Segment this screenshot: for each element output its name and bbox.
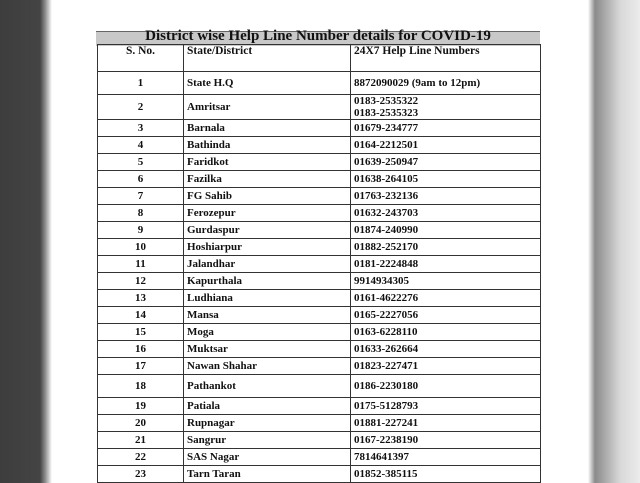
row-phone: 9914934305 bbox=[351, 273, 541, 290]
row-district: Hoshiarpur bbox=[184, 239, 351, 256]
row-phone: 0183-2535322 bbox=[354, 95, 419, 107]
row-phone-cell bbox=[351, 95, 541, 120]
row-sno: 21 bbox=[98, 432, 184, 449]
row-phone: 01874-240990 bbox=[351, 222, 541, 239]
table-body bbox=[98, 72, 541, 483]
row-district: Faridkot bbox=[184, 154, 351, 171]
row-phone: 01882-252170 bbox=[351, 239, 541, 256]
row-sno: 15 bbox=[98, 324, 184, 341]
table-row bbox=[98, 432, 541, 449]
document-title: District wise Help Line Number details for COVID-19 bbox=[145, 28, 491, 44]
table-row bbox=[98, 398, 541, 415]
row-sno: 8 bbox=[98, 205, 184, 222]
row-sno: 3 bbox=[98, 120, 184, 137]
row-phone: 01639-250947 bbox=[351, 154, 541, 171]
row-phone: 0164-2212501 bbox=[351, 137, 541, 154]
row-district: Amritsar bbox=[184, 95, 351, 120]
row-phone: 01823-227471 bbox=[351, 358, 541, 375]
row-phone: 01881-227241 bbox=[351, 415, 541, 432]
row-sno: 10 bbox=[98, 239, 184, 256]
row-phone-secondary: 0183-2535323 bbox=[354, 107, 419, 119]
row-sno: 22 bbox=[98, 449, 184, 466]
table-row bbox=[98, 239, 541, 256]
row-phone: 0165-2227056 bbox=[351, 307, 541, 324]
table-row bbox=[98, 256, 541, 273]
row-sno: 4 bbox=[98, 137, 184, 154]
table-row bbox=[98, 307, 541, 324]
header-sno: S. No. bbox=[98, 45, 184, 72]
row-sno: 18 bbox=[98, 375, 184, 398]
row-phone: 01632-243703 bbox=[351, 205, 541, 222]
table-row bbox=[98, 120, 541, 137]
row-district: Moga bbox=[184, 324, 351, 341]
row-sno: 19 bbox=[98, 398, 184, 415]
row-phone: 01763-232136 bbox=[351, 188, 541, 205]
table-row bbox=[98, 171, 541, 188]
row-sno: 5 bbox=[98, 154, 184, 171]
row-phone: 8872090029 (9am to 12pm) bbox=[351, 72, 541, 95]
row-sno: 14 bbox=[98, 307, 184, 324]
row-phone: 0167-2238190 bbox=[351, 432, 541, 449]
header-helpline: 24X7 Help Line Numbers bbox=[351, 45, 541, 72]
table-row bbox=[98, 375, 541, 398]
row-district: Pathankot bbox=[184, 375, 351, 398]
row-sno: 12 bbox=[98, 273, 184, 290]
row-district: FG Sahib bbox=[184, 188, 351, 205]
row-district: Sangrur bbox=[184, 432, 351, 449]
row-phone: 01638-264105 bbox=[351, 171, 541, 188]
row-district: State H.Q bbox=[184, 72, 351, 95]
row-sno: 23 bbox=[98, 466, 184, 483]
table-row bbox=[98, 72, 541, 95]
table-row bbox=[98, 137, 541, 154]
row-sno: 16 bbox=[98, 341, 184, 358]
table-row bbox=[98, 324, 541, 341]
header-district: State/District bbox=[184, 45, 351, 72]
header-row bbox=[98, 45, 541, 72]
table-row bbox=[98, 205, 541, 222]
row-sno: 6 bbox=[98, 171, 184, 188]
row-sno: 20 bbox=[98, 415, 184, 432]
row-phone: 0161-4622276 bbox=[351, 290, 541, 307]
row-district: Ludhiana bbox=[184, 290, 351, 307]
table-row bbox=[98, 95, 541, 120]
row-phone: 0181-2224848 bbox=[351, 256, 541, 273]
row-phone: 0163-6228110 bbox=[351, 324, 541, 341]
row-sno: 1 bbox=[98, 72, 184, 95]
helpline-table bbox=[97, 44, 541, 483]
table-row bbox=[98, 449, 541, 466]
row-sno: 17 bbox=[98, 358, 184, 375]
table-row bbox=[98, 341, 541, 358]
table-row bbox=[98, 415, 541, 432]
row-phone: 01633-262664 bbox=[351, 341, 541, 358]
table-row bbox=[98, 290, 541, 307]
row-district: Mansa bbox=[184, 307, 351, 324]
row-district: Gurdaspur bbox=[184, 222, 351, 239]
table-row bbox=[98, 154, 541, 171]
row-phone: 01679-234777 bbox=[351, 120, 541, 137]
row-district: Bathinda bbox=[184, 137, 351, 154]
row-phone: 0175-5128793 bbox=[351, 398, 541, 415]
row-district: Kapurthala bbox=[184, 273, 351, 290]
row-district: Patiala bbox=[184, 398, 351, 415]
row-sno: 13 bbox=[98, 290, 184, 307]
row-district: Muktsar bbox=[184, 341, 351, 358]
table-row bbox=[98, 188, 541, 205]
table-row bbox=[98, 358, 541, 375]
row-phone: 01852-385115 bbox=[351, 466, 541, 483]
row-district: Tarn Taran bbox=[184, 466, 351, 483]
row-district: Fazilka bbox=[184, 171, 351, 188]
row-phone: 7814641397 bbox=[351, 449, 541, 466]
row-sno: 2 bbox=[98, 95, 184, 120]
table-row bbox=[98, 222, 541, 239]
row-sno: 11 bbox=[98, 256, 184, 273]
row-district: Jalandhar bbox=[184, 256, 351, 273]
table-row bbox=[98, 273, 541, 290]
row-district: Rupnagar bbox=[184, 415, 351, 432]
row-sno: 7 bbox=[98, 188, 184, 205]
row-sno: 9 bbox=[98, 222, 184, 239]
row-district: SAS Nagar bbox=[184, 449, 351, 466]
row-district: Barnala bbox=[184, 120, 351, 137]
row-district: Nawan Shahar bbox=[184, 358, 351, 375]
row-phone: 0186-2230180 bbox=[351, 375, 541, 398]
row-district: Ferozepur bbox=[184, 205, 351, 222]
